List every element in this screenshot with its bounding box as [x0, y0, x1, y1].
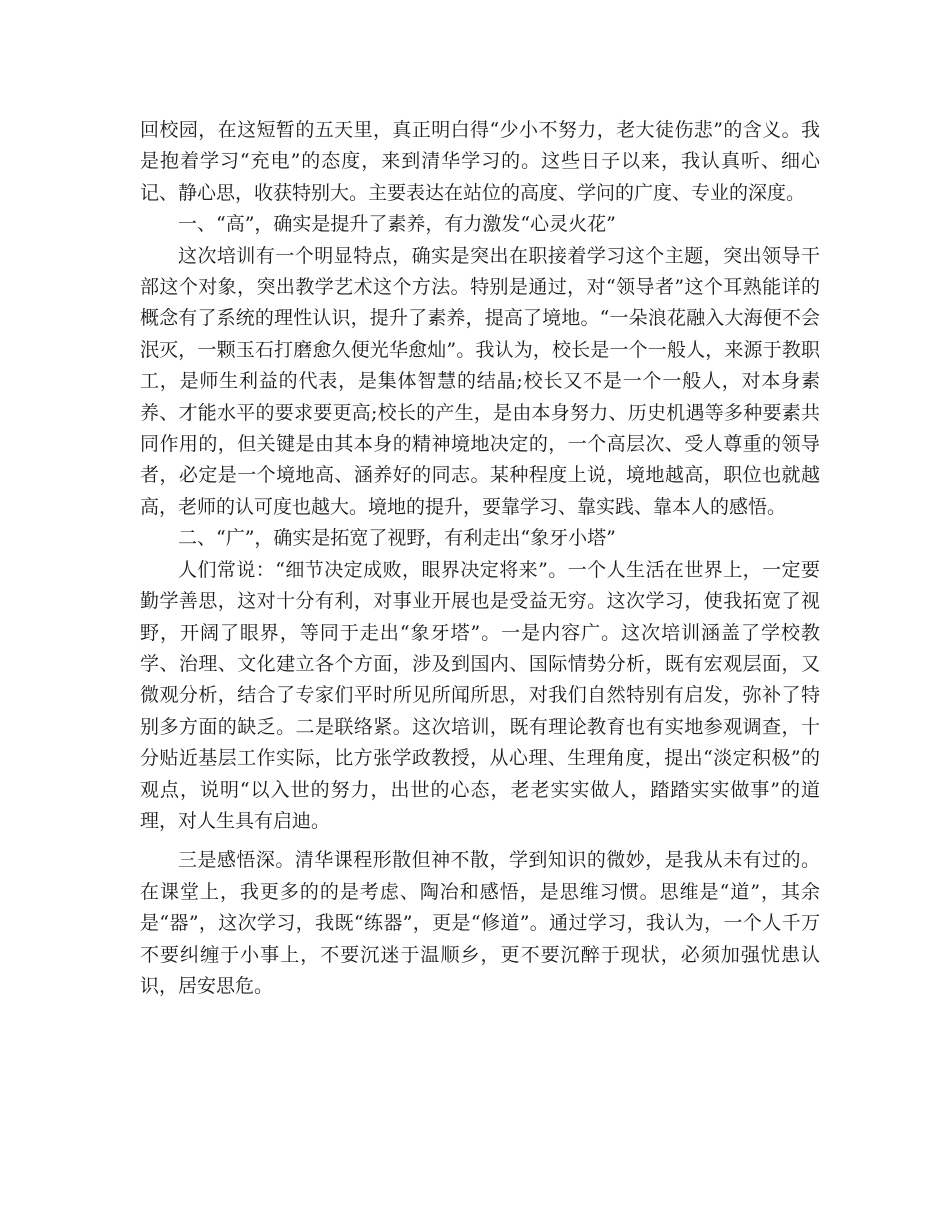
section-heading-1: 一、“高”，确实是提升了素养，有力激发“心灵火花” [178, 213, 616, 236]
intro-paragraph: 回校园，在这短暂的五天里，真正明白得“少小不努力，老大徒伤悲”的含义。我是抱着学习“充电”的态度，来到清华学习的。这些日子以来，我认真听、细心记、静心思，收获特别大。主要表达在站位的高度、学问的广度、专业的深度。 [140, 119, 820, 204]
section-paragraph-2: 人们常说：“细节决定成败，眼界决定将来”。一个人生活在世界上，一定要勤学善思，这对十分有利，对事业开展也是受益无穷。这次学习，使我拓宽了视野，开阔了眼界，等同于走出“象牙塔”。一是内容广。这次培训涵盖了学校教学、治理、文化建立各个方面，涉及到国内、国际情势分析，既有宏观层面，又微观分析，结合了专家们平时所见所闻所思，对我们自然特别有启发，弥补了特别多方面的缺乏。二是联络紧。这次培训，既有理论教育也有实地参观调查，十分贴近基层工作实际，比方张学政教授，从心理、生理角度，提出“淡定积极”的观点，说明“以入世的努力，出世的心态，老老实实做人，踏踏实实做事”的道理，对人生具有启迪。 [140, 558, 820, 832]
section-heading-2: 二、“广”，确实是拓宽了视野，有利走出“象牙小塔” [178, 527, 616, 550]
document-body [140, 115, 820, 1002]
section-paragraph-3: 三是感悟深。清华课程形散但神不散，学到知识的微妙，是我从未有过的。在课堂上，我更多的的是考虑、陶冶和感悟，是思维习惯。思维是“道”，其余是“器”，这次学习，我既“练器”，更是“修道”。通过学习，我认为，一个人千万不要纠缠于小事上，不要沉迷于温顺乡，更不要沉醉于现状，必须加强忧患认识，居安思危。 [140, 849, 820, 997]
section-paragraph-1: 这次培训有一个明显特点，确实是突出在职接着学习这个主题，突出领导干部这个对象，突出教学艺术这个方法。特别是通过，对“领导者”这个耳熟能详的概念有了系统的理性认识，提升了素养，提高了境地。“一朵浪花融入大海便不会泯灭，一颗玉石打磨愈久便光华愈灿”。我认为，校长是一个一般人，来源于教职工，是师生利益的代表，是集体智慧的结晶;校长又不是一个一般人，对本身素养、才能水平的要求要更高;校长的产生，是由本身努力、历史机遇等多种要素共同作用的，但关键是由其本身的精神境地决定的，一个高层次、受人尊重的领导者，必定是一个境地高、涵养好的同志。某种程度上说，境地越高，职位也就越高，老师的认可度也越大。境地的提升，要靠学习、靠实践、靠本人的感悟。 [140, 244, 820, 518]
